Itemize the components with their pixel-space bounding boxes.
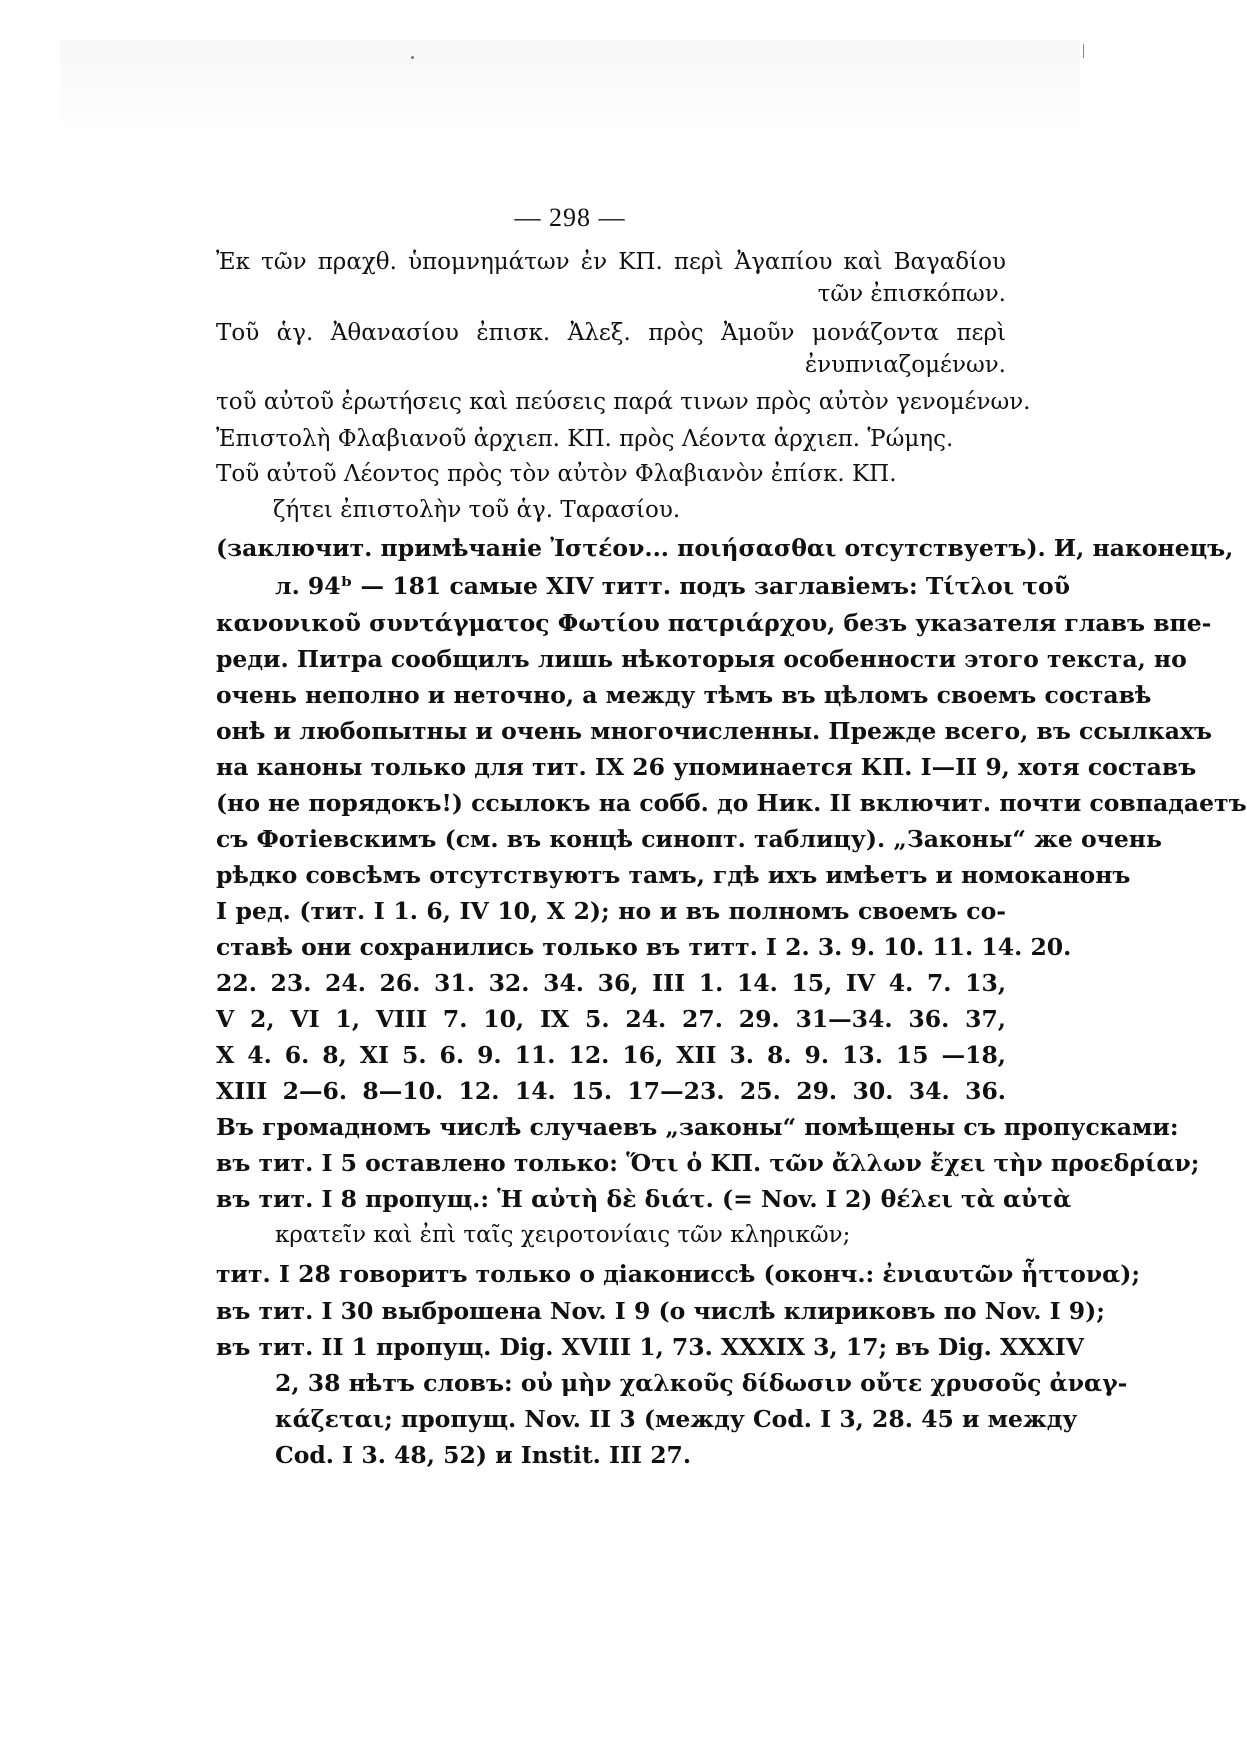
text-line: тит. I 28 говоритъ только о діакониссѣ (оконч.: ἐνιαυτῶν ἧττονα);: [216, 1260, 1141, 1288]
text-line: Τοῦ ἁγ. Ἀθανασίου ἐπισκ. Ἀλεξ. πρὸς Ἀμοῦν μονάζοντα περὶ: [216, 320, 1006, 346]
text-line: въ тит. I 30 выброшена Nov. I 9 (о числѣ клириковъ по Nov. I 9);: [216, 1297, 1105, 1325]
text-line: Cod. I 3. 48, 52) и Instit. III 27.: [275, 1441, 692, 1469]
text-line: τοῦ αὐτοῦ ἐρωτήσεις καὶ πεύσεις παρά τινων πρὸς αὐτὸν γενομένων.: [216, 389, 1031, 415]
text-line: на каноны только для тит. IX 26 упоминается КП. I—II 9, хотя составъ: [216, 753, 1197, 781]
text-line: очень неполно и неточно, а между тѣмъ въ цѣломъ своемъ составѣ: [216, 681, 1152, 709]
scan-mark: [1083, 44, 1084, 58]
text-line: κάζεται; пропущ. Nov. II 3 (между Cod. I 3, 28. 45 и между: [275, 1405, 1078, 1433]
text-line: (заключит. примѣчаніе Ἰστέον... ποιήσασθαι отсутствуетъ). И, наконецъ,: [216, 534, 1234, 562]
text-line: κρατεῖν καὶ ἐπὶ ταῖς χειροτονίαις τῶν κληρικῶν;: [275, 1222, 851, 1248]
text-line: (но не порядокъ!) ссылокъ на собб. до Ник. II включит. почти совпадаетъ: [216, 789, 1247, 817]
text-line: κανονικοῦ συντάγματος Φωτίου πατριάρχου, безъ указателя главъ впе-: [216, 609, 1212, 637]
text-line: въ тит. I 5 оставлено только: Ὅτι ὁ ΚΠ. τῶν ἄλλων ἔχει τὴν προεδρίαν;: [216, 1149, 1200, 1177]
page-number: — 298 —: [514, 203, 626, 232]
text-line: Ἐκ τῶν πραχθ. ὑπομνημάτων ἐν ΚΠ. περὶ Ἀγαπίου καὶ Βαγαδίου: [216, 249, 1006, 275]
text-line: 2, 38 нѣтъ словъ: οὐ μὴν χαλκοῦς δίδωσιν οὔτε χρυσοῦς ἀναγ-: [275, 1369, 1128, 1397]
text-line: рѣдко совсѣмъ отсутствуютъ тамъ, гдѣ ихъ имѣетъ и номоканонъ: [216, 861, 1131, 889]
scan-speck: [411, 56, 414, 59]
text-line: реди. Питра сообщилъ лишь нѣкоторыя особенности этого текста, но: [216, 645, 1187, 673]
text-line: X 4. 6. 8, XI 5. 6. 9. 11. 12. 16, XII 3. 8. 9. 13. 15 —18,: [216, 1041, 1006, 1069]
text-line: I ред. (тит. I 1. 6, IV 10, X 2); но и въ полномъ своемъ со-: [216, 897, 1006, 925]
text-line: л. 94ᵇ — 181 самые XIV титт. подъ заглавіемъ: Τίτλοι τοῦ: [275, 572, 1071, 600]
text-line: Ἐπιστολὴ Φλαβιανοῦ ἀρχιεπ. ΚΠ. πρὸς Λέοντα ἀρχιεπ. Ῥώμης.: [216, 426, 954, 452]
text-line: Τοῦ αὐτοῦ Λέοντος πρὸς τὸν αὐτὸν Φλαβιανὸν ἐπίσκ. ΚΠ.: [216, 461, 897, 487]
text-line: въ тит. II 1 пропущ. Dig. XVIII 1, 73. XXXIX 3, 17; въ Dig. XXXIV: [216, 1333, 1084, 1361]
text-line: ставѣ они сохранились только въ титт. I 2. 3. 9. 10. 11. 14. 20.: [216, 933, 1072, 961]
text-line: съ Фотіевскимъ (см. въ концѣ синопт. таблицу). „Законы“ же очень: [216, 825, 1162, 853]
text-line: τῶν ἐπισκόπων.: [817, 281, 1006, 307]
text-line: ἐνυπνιαζομένων.: [804, 352, 1006, 378]
text-line: Въ громадномъ числѣ случаевъ „законы“ помѣщены съ пропусками:: [216, 1113, 1179, 1141]
text-line: 22. 23. 24. 26. 31. 32. 34. 36, III 1. 14. 15, IV 4. 7. 13,: [216, 969, 1006, 997]
text-line: V 2, VI 1, VIII 7. 10, IX 5. 24. 27. 29. 31—34. 36. 37,: [216, 1005, 1006, 1033]
text-line: въ тит. I 8 пропущ.: Ἡ αὐτὴ δὲ διάτ. (= Nov. I 2) θέλει τὰ αὐτὰ: [216, 1185, 1072, 1213]
scan-shadow: [60, 40, 1080, 150]
text-line: ζήτει ἐπιστολὴν τοῦ ἁγ. Ταρασίου.: [273, 497, 681, 523]
text-line: онѣ и любопытны и очень многочисленны. Прежде всего, въ ссылкахъ: [216, 717, 1213, 745]
text-line: XIII 2—6. 8—10. 12. 14. 15. 17—23. 25. 29. 30. 34. 36.: [216, 1077, 1006, 1105]
